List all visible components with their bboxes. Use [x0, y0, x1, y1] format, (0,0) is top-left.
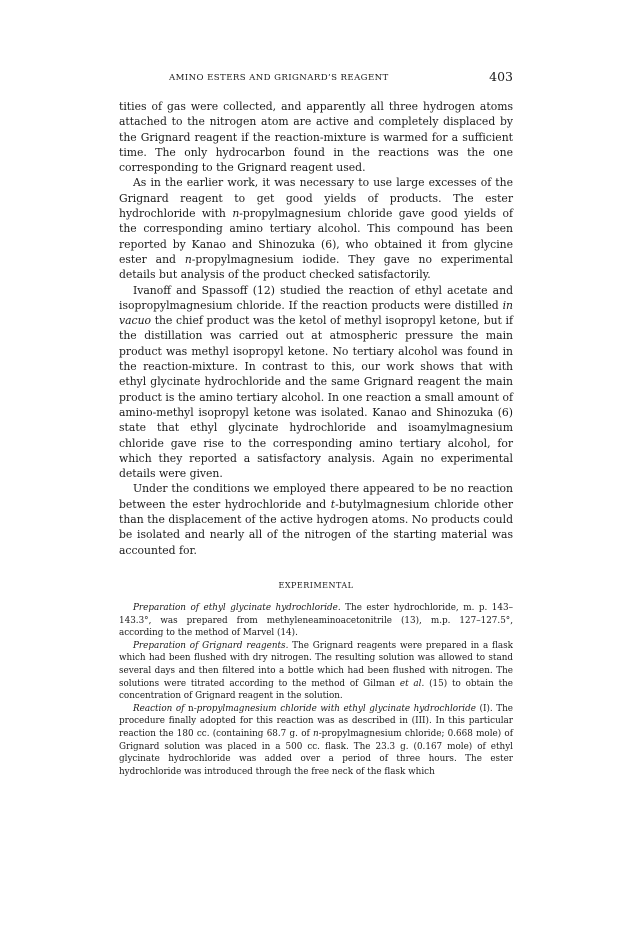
experimental-paragraph-1: Preparation of ethyl glycinate hydrochloride. The ester hydrochloride, m. p. 143–143.3°, was prepared from methyleneaminoacetonitrile (13), m.p. 127–127.5°, according to the method of Marvel (14).	[119, 603, 513, 639]
page-number: 403	[489, 69, 513, 84]
running-title: AMINO ESTERS AND GRIGNARD’S REAGENT	[169, 73, 389, 83]
body-text	[119, 99, 513, 558]
experimental-paragraph-2: Preparation of Grignard reagents. The Grignard reagents were prepared in a flask which had been flushed with dry nitrogen. The resulting solution was allowed to stand several days and then filtered into a bottle which had been flushed with nitrogen. The solutions were titrated according to the method of Gilman et al. (15) to obtain the concentration of Grignard reagent in the solution.	[119, 640, 513, 702]
experimental-text	[119, 602, 513, 778]
paragraph-4: Under the conditions we employed there appeared to be no reaction between the ester hydrochloride and t-butylmagnesium chloride other than the displacement of the active hydrogen atoms. No products could be isolated and nearly all of the nitrogen of the starting material was accounted for.	[119, 482, 513, 557]
running-head	[119, 71, 513, 87]
experimental-paragraph-3: Reaction of n-propylmagnesium chloride with ethyl glycinate hydrochloride (I). The procedure finally adopted for this reaction was as described in (III). In this particular reaction the 180 cc. (containing 68.7 g. of n-propylmagnesium chloride; 0.668 mole) of Grignard solution was placed in a 500 cc. flask. The 23.3 g. (0.167 mole) of ethyl glycinate hydrochloride was added over a period of three hours. The ester hydrochloride was introduced through the free neck of the flask which	[119, 703, 513, 777]
section-heading-experimental: EXPERIMENTAL	[278, 581, 354, 590]
paragraph-1: tities of gas were collected, and apparently all three hydrogen atoms attached to the nitrogen atom are active and completely displaced by the Grignard reagent if the reaction-mixture is warmed for a sufficient time. The only hydrocarbon found in the reactions was the one corresponding to the Grignard reagent used.	[119, 100, 513, 175]
paragraph-3: Ivanoff and Spassoff (12) studied the reaction of ethyl acetate and isopropylmagnesium chloride. If the reaction products were distilled in vacuo the chief product was the ketol of methyl isopropyl ketone, but if the distillation was carried out at atmospheric pressure the main product was methyl isopropyl ketone. No tertiary alcohol was found in the reaction-mixture. In contrast to this, our work shows that with ethyl glycinate hydrochloride and the same Grignard reagent the main product is the amino tertiary alcohol. In one reaction a small amount of amino-methyl isopropyl ketone was isolated. Kanao and Shinozuka (6) state that ethyl glycinate hydrochloride and isoamylmagnesium chloride gave rise to the corresponding amino tertiary alcohol, for which they reported a satisfactory analysis. Again no experimental details were given.	[119, 283, 513, 481]
paragraph-2: As in the earlier work, it was necessary to use large excesses of the Grignard reagent to get good yields of products. The ester hydrochloride with n-propylmagnesium chloride gave good yields of the corresponding amino tertiary alcohol. This compound has been reported by Kanao and Shinozuka (6), who obtained it from glycine ester and n-propylmagnesium iodide. They gave no experimental details but analysis of the product checked satisfactorily.	[119, 176, 513, 282]
